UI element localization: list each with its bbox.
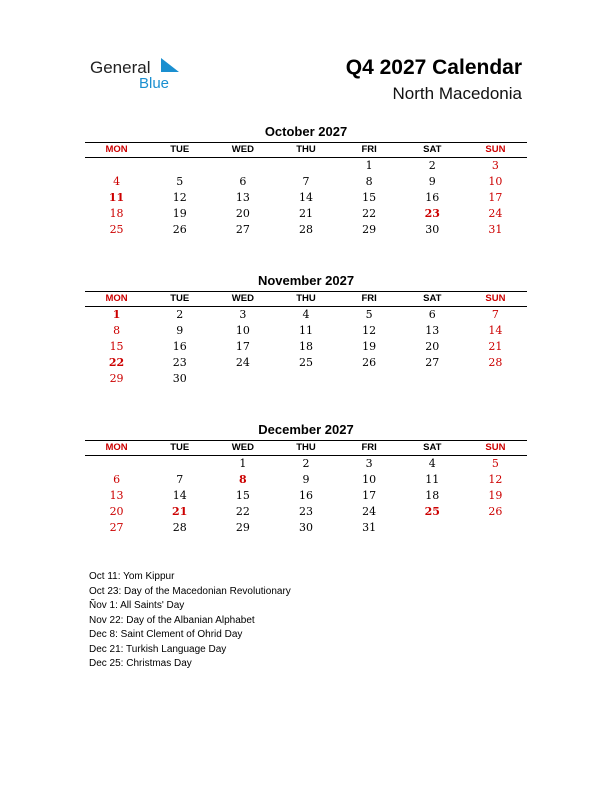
day-cell: 27 bbox=[109, 521, 124, 534]
day-cell: 20 bbox=[425, 340, 440, 353]
month-title: November 2027 bbox=[257, 273, 355, 288]
day-cell: 12 bbox=[362, 324, 377, 337]
day-cell bbox=[274, 371, 337, 387]
day-cell: 6 bbox=[239, 175, 247, 188]
weekday-header-row bbox=[85, 291, 527, 307]
day-cell: 27 bbox=[235, 223, 250, 236]
day-cell: 24 bbox=[235, 356, 250, 369]
page-title: Q4 2027 Calendar bbox=[345, 56, 522, 79]
weekday-header-mon: MON bbox=[105, 293, 128, 304]
week-row bbox=[85, 456, 527, 472]
day-cell: 28 bbox=[172, 521, 187, 534]
day-cell: 22 bbox=[235, 505, 250, 518]
day-cell: 11 bbox=[298, 324, 313, 337]
day-cell: 16 bbox=[298, 489, 313, 502]
day-cell: 24 bbox=[488, 207, 503, 220]
week-row bbox=[85, 307, 527, 323]
day-cell bbox=[274, 158, 337, 174]
day-cell: 3 bbox=[365, 457, 373, 470]
day-cell: 5 bbox=[176, 175, 184, 188]
day-cell: 20 bbox=[235, 207, 250, 220]
day-cell bbox=[464, 520, 527, 536]
day-cell: 11 bbox=[425, 473, 440, 486]
generalblue-logo bbox=[90, 56, 200, 96]
day-cell bbox=[464, 371, 527, 387]
day-cell: 13 bbox=[425, 324, 440, 337]
weekday-header-sun: SUN bbox=[485, 293, 506, 304]
holiday-item: Dec 21: Turkish Language Day bbox=[89, 643, 227, 655]
week-row bbox=[85, 222, 527, 238]
week-row bbox=[85, 158, 527, 174]
day-cell: 30 bbox=[172, 372, 187, 385]
week-row bbox=[85, 488, 527, 504]
day-cell: 26 bbox=[172, 223, 187, 236]
holiday-item: Nov 22: Day of the Albanian Alphabet bbox=[89, 614, 255, 626]
day-cell: 17 bbox=[488, 191, 503, 204]
day-cell: 31 bbox=[362, 521, 377, 534]
holiday-item: Oct 11: Yom Kippur bbox=[89, 571, 175, 582]
day-cell: 9 bbox=[176, 324, 184, 337]
weekday-header-wed: WED bbox=[231, 144, 254, 155]
day-cell: 13 bbox=[109, 489, 124, 502]
holiday-day-cell: 25 bbox=[424, 505, 440, 518]
month-title: December 2027 bbox=[258, 422, 354, 437]
week-row bbox=[85, 371, 527, 387]
holiday-day-cell: 1 bbox=[112, 308, 121, 321]
day-cell: 19 bbox=[362, 340, 377, 353]
day-cell: 10 bbox=[488, 175, 503, 188]
day-cell: 22 bbox=[362, 207, 377, 220]
week-row bbox=[85, 190, 527, 206]
holiday-list bbox=[89, 570, 291, 672]
day-cell: 14 bbox=[298, 191, 313, 204]
holiday-item: Dec 25: Christmas Day bbox=[89, 658, 192, 669]
day-cell: 15 bbox=[362, 191, 377, 204]
day-cell: 2 bbox=[176, 308, 184, 321]
day-cell: 20 bbox=[109, 505, 124, 518]
logo-general-text: General bbox=[90, 58, 151, 77]
holiday-item: Dec 8: Saint Clement of Ohrid Day bbox=[89, 629, 243, 640]
day-cell: 15 bbox=[109, 340, 124, 353]
day-cell: 21 bbox=[488, 340, 503, 353]
page-subtitle: North Macedonia bbox=[392, 84, 522, 103]
day-cell: 12 bbox=[488, 473, 503, 486]
day-cell: 18 bbox=[298, 340, 313, 353]
month-november bbox=[85, 273, 527, 387]
day-cell: 5 bbox=[491, 457, 499, 470]
day-cell: 1 bbox=[239, 457, 247, 470]
holiday-day-cell: 23 bbox=[424, 207, 440, 220]
weekday-header-sat: SAT bbox=[423, 144, 442, 155]
day-cell bbox=[85, 456, 148, 472]
month-december bbox=[85, 422, 527, 536]
logo-blue-text: Blue bbox=[139, 75, 170, 92]
weekday-header-thu: THU bbox=[296, 293, 316, 304]
day-cell: 26 bbox=[362, 356, 377, 369]
day-cell: 2 bbox=[428, 159, 436, 172]
weekday-header-fri: FRI bbox=[361, 144, 377, 155]
weekday-header-sun: SUN bbox=[485, 144, 506, 155]
day-cell: 29 bbox=[362, 223, 377, 236]
holiday-day-cell: 8 bbox=[239, 473, 247, 486]
weekday-header-mon: MON bbox=[105, 144, 128, 155]
day-cell: 3 bbox=[239, 308, 247, 321]
day-cell: 16 bbox=[425, 191, 440, 204]
week-row bbox=[85, 472, 527, 488]
day-cell: 30 bbox=[425, 223, 440, 236]
day-cell: 28 bbox=[298, 223, 313, 236]
weekday-header-wed: WED bbox=[231, 442, 254, 453]
day-cell: 18 bbox=[425, 489, 440, 502]
day-cell: 8 bbox=[365, 175, 373, 188]
day-cell: 7 bbox=[302, 175, 310, 188]
day-cell: 19 bbox=[488, 489, 503, 502]
day-cell: 29 bbox=[235, 521, 250, 534]
holiday-day-cell: 22 bbox=[108, 356, 125, 369]
day-cell: 19 bbox=[172, 207, 187, 220]
day-cell bbox=[211, 158, 274, 174]
day-cell: 4 bbox=[428, 457, 436, 470]
day-cell: 7 bbox=[176, 473, 184, 486]
holiday-item: Ñov 1: All Saints' Day bbox=[89, 600, 185, 611]
weekday-header-tue: TUE bbox=[170, 293, 190, 304]
day-cell: 15 bbox=[235, 489, 250, 502]
weekday-header-thu: THU bbox=[296, 144, 316, 155]
day-cell: 16 bbox=[172, 340, 187, 353]
day-cell: 14 bbox=[172, 489, 187, 502]
day-cell: 2 bbox=[302, 457, 310, 470]
holiday-day-cell: 11 bbox=[108, 191, 125, 204]
day-cell: 25 bbox=[109, 223, 124, 236]
day-cell: 7 bbox=[491, 308, 499, 321]
weekday-header-tue: TUE bbox=[170, 442, 190, 453]
day-cell: 9 bbox=[428, 175, 436, 188]
logo-triangle-icon bbox=[161, 58, 179, 72]
day-cell: 17 bbox=[362, 489, 377, 502]
weekday-header-wed: WED bbox=[231, 293, 254, 304]
day-cell bbox=[211, 371, 274, 387]
day-cell bbox=[401, 371, 464, 387]
day-cell: 4 bbox=[302, 308, 310, 321]
day-cell: 30 bbox=[298, 521, 313, 534]
day-cell: 28 bbox=[488, 356, 503, 369]
day-cell bbox=[338, 371, 401, 387]
weekday-header-fri: FRI bbox=[361, 293, 377, 304]
day-cell: 10 bbox=[362, 473, 377, 486]
week-row bbox=[85, 504, 527, 520]
day-cell: 17 bbox=[235, 340, 250, 353]
weekday-header-thu: THU bbox=[296, 442, 316, 453]
day-cell: 31 bbox=[488, 223, 503, 236]
day-cell: 18 bbox=[109, 207, 124, 220]
weekday-header-sat: SAT bbox=[423, 293, 442, 304]
day-cell bbox=[85, 158, 148, 174]
day-cell: 25 bbox=[298, 356, 313, 369]
day-cell: 1 bbox=[365, 159, 373, 172]
holiday-day-cell: 21 bbox=[172, 505, 188, 518]
week-row bbox=[85, 174, 527, 190]
weekday-header-mon: MON bbox=[105, 442, 128, 453]
day-cell: 10 bbox=[235, 324, 250, 337]
month-title: October 2027 bbox=[264, 124, 348, 139]
day-cell: 3 bbox=[491, 159, 499, 172]
week-row bbox=[85, 206, 527, 222]
day-cell: 27 bbox=[425, 356, 440, 369]
week-row bbox=[85, 323, 527, 339]
week-row bbox=[85, 355, 527, 371]
day-cell: 23 bbox=[298, 505, 313, 518]
holiday-item: Oct 23: Day of the Macedonian Revolutionary bbox=[89, 585, 291, 597]
day-cell: 9 bbox=[302, 473, 310, 486]
month-october bbox=[85, 124, 527, 238]
weekday-header-fri: FRI bbox=[361, 442, 377, 453]
day-cell: 8 bbox=[113, 324, 121, 337]
day-cell bbox=[148, 158, 211, 174]
day-cell: 12 bbox=[172, 191, 187, 204]
day-cell: 5 bbox=[365, 308, 373, 321]
day-cell: 6 bbox=[113, 473, 121, 486]
day-cell: 6 bbox=[428, 308, 436, 321]
weekday-header-tue: TUE bbox=[170, 144, 190, 155]
day-cell: 4 bbox=[113, 175, 121, 188]
day-cell: 23 bbox=[172, 356, 187, 369]
day-cell bbox=[148, 456, 211, 472]
week-row bbox=[85, 520, 527, 536]
day-cell: 26 bbox=[488, 505, 503, 518]
day-cell: 24 bbox=[362, 505, 377, 518]
weekday-header-row bbox=[85, 142, 527, 158]
day-cell: 29 bbox=[109, 372, 124, 385]
weekday-header-sun: SUN bbox=[485, 442, 506, 453]
weekday-header-sat: SAT bbox=[423, 442, 442, 453]
weekday-header-row bbox=[85, 440, 527, 456]
day-cell bbox=[401, 520, 464, 536]
day-cell: 13 bbox=[235, 191, 250, 204]
week-row bbox=[85, 339, 527, 355]
day-cell: 21 bbox=[298, 207, 313, 220]
day-cell: 14 bbox=[488, 324, 503, 337]
